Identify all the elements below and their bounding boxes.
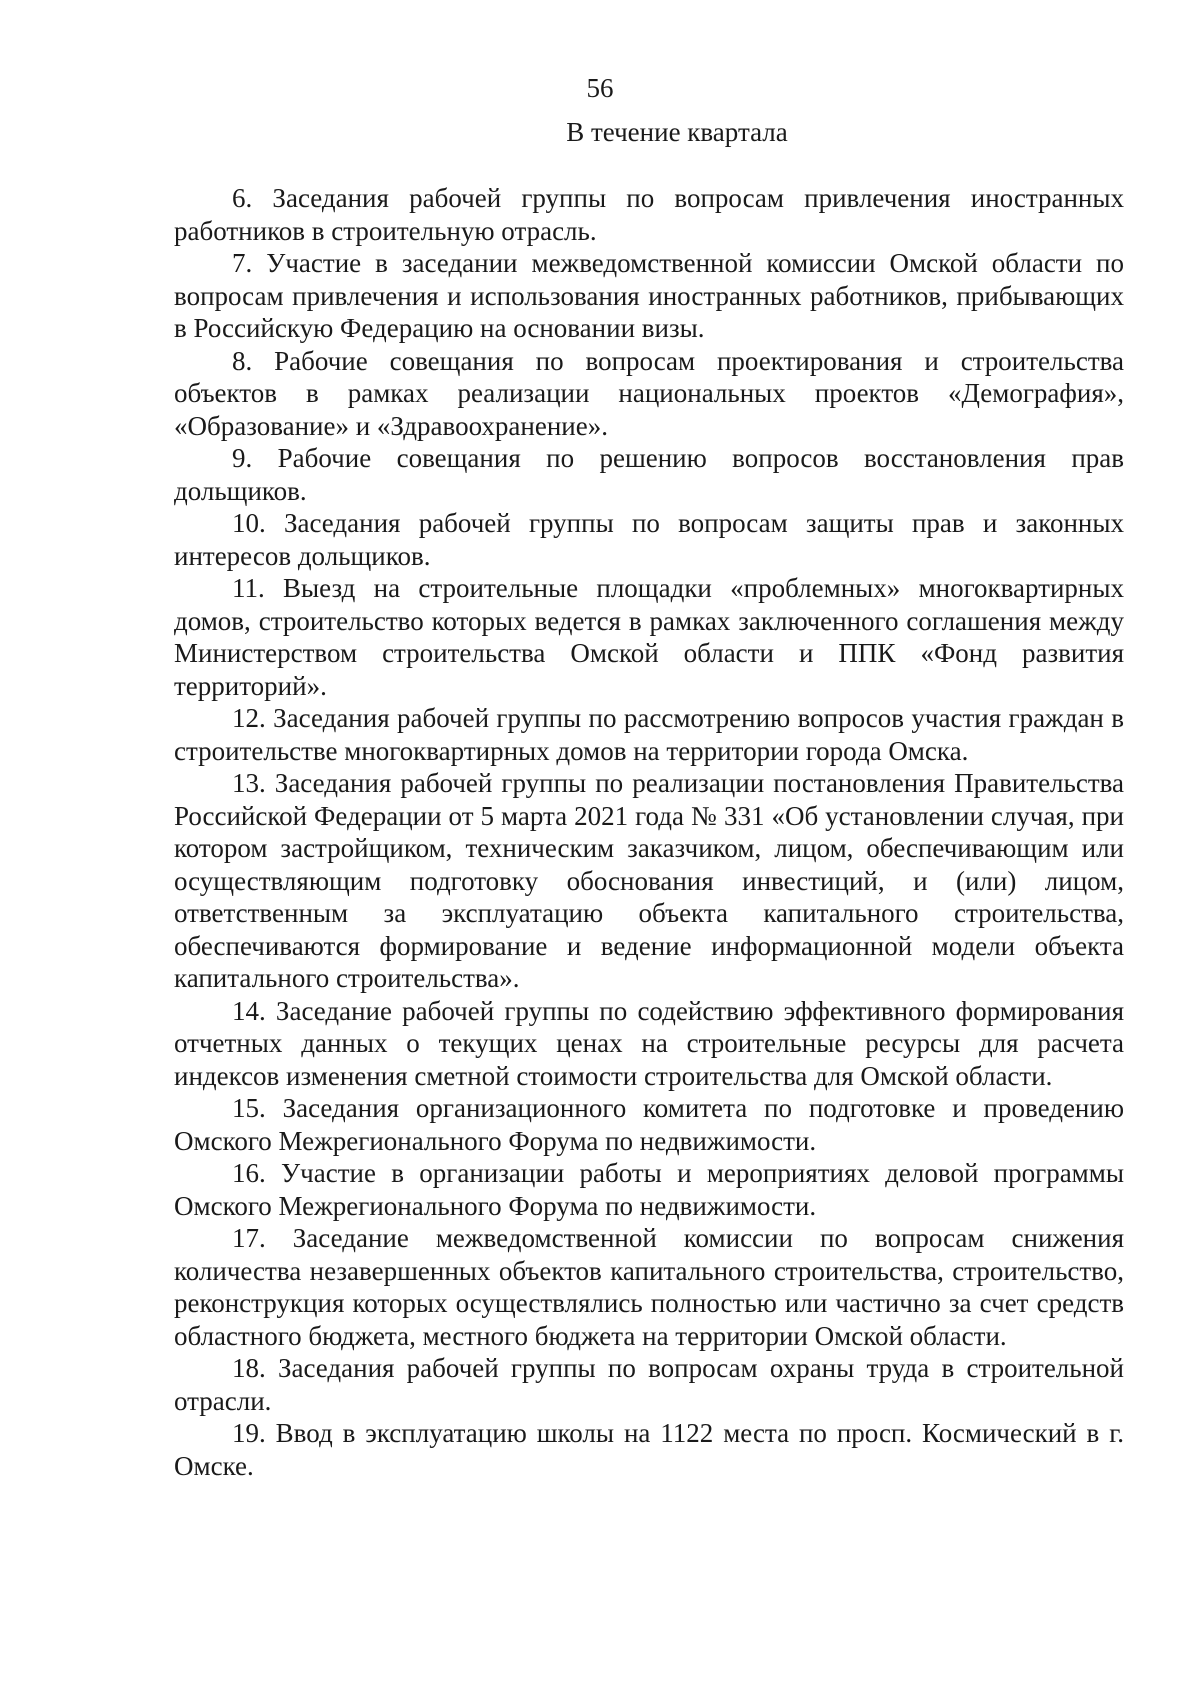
page-number: 56: [586, 73, 614, 103]
list-item: 18. Заседания рабочей группы по вопросам охраны труда в строительной отрасли.: [174, 1353, 1124, 1416]
list-item: 16. Участие в организации работы и мероприятиях деловой программы Омского Межрегионального Форума по недвижимости.: [174, 1158, 1124, 1221]
period-heading: В течение квартала: [566, 117, 788, 147]
list-item: 8. Рабочие совещания по вопросам проектирования и строительства объектов в рамках реализации национальных проектов «Демография», «Образование» и «Здравоохранение».: [174, 345, 1124, 441]
list-item: 14. Заседание рабочей группы по содействию эффективного формирования отчетных данных о текущих ценах на строительные ресурсы для расчета индексов изменения сметной стоимости строительства для Омской области.: [174, 995, 1124, 1091]
list-item: 7. Участие в заседании межведомственной комиссии Омской области по вопросам привлечения и использования иностранных работников, прибывающих в Российскую Федерацию на основании визы.: [174, 248, 1124, 343]
list-item: 12. Заседания рабочей группы по рассмотрению вопросов участия граждан в строительстве многоквартирных домов на территории города Омска.: [174, 703, 1124, 766]
list-item: 17. Заседание межведомственной комиссии по вопросам снижения количества незавершенных объектов капитального строительства, строительство, реконструкция которых осуществлялись полностью или частично за счет средств областного бюджета, местного бюджета на территории Омской области.: [174, 1223, 1124, 1351]
list-item: 9. Рабочие совещания по решению вопросов восстановления прав дольщиков.: [174, 443, 1124, 506]
list-item: 11. Выезд на строительные площадки «проблемных» многоквартирных домов, строительство которых ведется в рамках заключенного соглашения между Министерством строительства Омской области и ППК «Фонд развития территорий».: [174, 573, 1124, 701]
items-list: [174, 182, 1124, 1482]
list-item: 10. Заседания рабочей группы по вопросам защиты прав и законных интересов дольщиков.: [174, 508, 1124, 571]
list-item: 15. Заседания организационного комитета по подготовке и проведению Омского Межрегионального Форума по недвижимости.: [174, 1093, 1124, 1156]
list-item: 6. Заседания рабочей группы по вопросам привлечения иностранных работников в строительную отрасль.: [174, 183, 1124, 246]
list-item: 19. Ввод в эксплуатацию школы на 1122 места по просп. Космический в г. Омске.: [174, 1418, 1124, 1481]
list-item: 13. Заседания рабочей группы по реализации постановления Правительства Российской Федерации от 5 марта 2021 года № 331 «Об установлении случая, при котором застройщиком, техническим заказчиком, лицом, обеспечивающим или осуществляющим подготовку обоснования инвестиций, и (или) лицом, ответственным за эксплуатацию объекта капитального строительства, обеспечиваются формирование и ведение информационной модели объекта капитального строительства».: [174, 768, 1124, 993]
